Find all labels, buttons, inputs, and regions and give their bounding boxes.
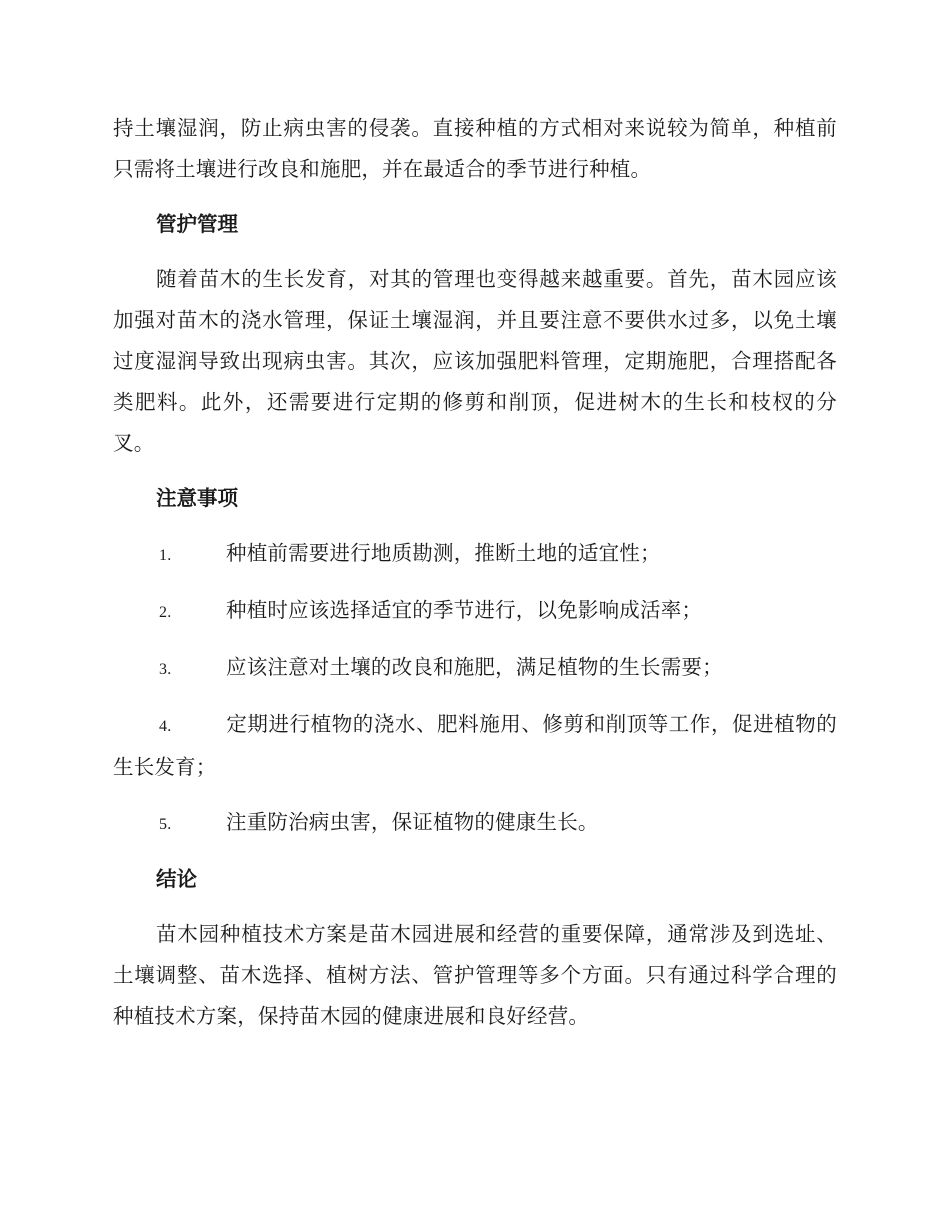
section-heading-conclusion: 结论 — [156, 867, 197, 891]
list-number: 5. — [159, 816, 172, 833]
management-paragraph: 随着苗木的生长发育，对其的管理也变得越来越重要。首先，苗木园应该加强对苗木的浇水管理，保证土壤湿润，并且要注意不要供水过多，以免土壤过度湿润导致出现病虫害。其次，应该加强肥料管理，定期施肥，合理搭配各类肥料。此外，还需要进行定期的修剪和削顶，促进树木的生长和枝杈的分叉。 — [113, 267, 837, 455]
list-item — [113, 533, 837, 576]
list-text: 种植时应该选择适宜的季节进行，以免影响成活率； — [226, 598, 703, 622]
conclusion-paragraph: 苗木园种植技术方案是苗木园进展和经营的重要保障，通常涉及到选址、土壤调整、苗木选择、植树方法、管护管理等多个方面。只有通过科学合理的种植技术方案，保持苗木园的健康进展和良好经营。 — [113, 922, 837, 1028]
list-text: 应该注意对土壤的改良和施肥，满足植物的生长需要； — [226, 655, 723, 679]
list-item — [113, 802, 837, 845]
list-text: 定期进行植物的浇水、肥料施用、修剪和削顶等工作，促进植物的生长发育； — [113, 712, 837, 779]
list-item — [113, 647, 837, 690]
list-item — [113, 704, 837, 788]
section-heading-management: 管护管理 — [156, 212, 238, 236]
list-number: 4. — [159, 718, 172, 735]
list-text: 种植前需要进行地质勘测，推断土地的适宜性； — [226, 541, 661, 565]
list-number: 1. — [159, 547, 172, 564]
list-item — [113, 590, 837, 633]
section-heading-notes: 注意事项 — [156, 486, 238, 510]
list-number: 2. — [159, 604, 172, 621]
list-text: 注重防治病虫害，保证植物的健康生长。 — [226, 810, 599, 834]
intro-paragraph: 持土壤湿润，防止病虫害的侵袭。直接种植的方式相对来说较为简单，种植前只需将土壤进行改良和施肥，并在最适合的季节进行种植。 — [113, 116, 837, 181]
document-page — [113, 108, 837, 1037]
list-number: 3. — [159, 661, 172, 678]
